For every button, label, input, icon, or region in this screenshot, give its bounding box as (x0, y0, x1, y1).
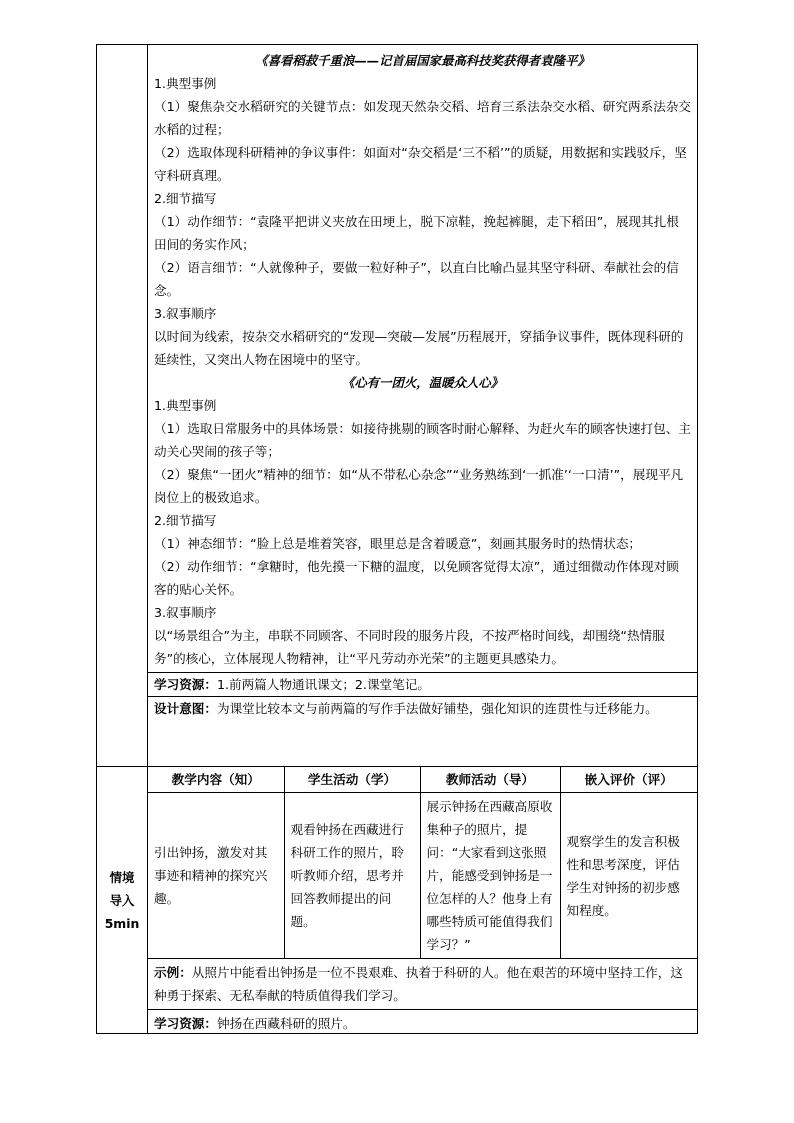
section1-line: 2.细节描写 (154, 191, 217, 206)
section1-line: （1）聚焦杂交水稻研究的关键节点：如发现天然杂交稻、培育三系法杂交水稻、研究两系法杂交水稻的过程； (154, 99, 691, 137)
cell-evaluation: 观察学生的发言积极性和思考深度，评估学生对钟扬的初步感知程度。 (560, 793, 697, 959)
design-intent-text: 为课堂比较本文与前两篇的写作手法做好铺垫，强化知识的连贯性与迁移能力。 (216, 701, 658, 716)
lesson-table (96, 44, 698, 1034)
header-teacher: 教师活动（导） (420, 767, 560, 793)
cell-teacher: 展示钟扬在西藏高原收集种子的照片，提问：“大家看到这张照片，能感受到钟扬是一位怎样的人？他身上有哪些特质可能值得我们学习？” (420, 793, 560, 959)
stage-column (97, 767, 148, 1033)
lower-block (97, 767, 697, 1033)
stage-label-line: 情境 (109, 869, 135, 885)
section2-line: 以“场景组合”为主，串联不同顾客、不同时段的服务片段，不按严格时间线，却围绕“热情服务”的核心，立体展现人物精神，让“平凡劳动亦光荣”的主题更具感染力。 (154, 628, 665, 666)
lower-content (148, 767, 697, 1033)
resources-row (148, 673, 697, 697)
lesson-plan-sheet (96, 44, 698, 1034)
example-row (148, 959, 697, 1010)
resources-text: 1.前两篇人物通讯课文；2.课堂笔记。 (216, 677, 430, 692)
activity-table (148, 767, 697, 1037)
section2-line: （2）动作细节：“拿糖时，他先摸一下糖的温度，以免顾客觉得太凉”，通过细微动作体现对顾客的贴心关怀。 (154, 559, 679, 597)
table-row (148, 793, 697, 959)
section1-line: （1）动作细节：“袁隆平把讲义夹放在田埂上，脱下凉鞋，挽起裤腿，走下稻田”，展现其扎根田间的务实作风； (154, 214, 679, 252)
design-intent-label: 设计意图： (154, 701, 217, 716)
example-cell (148, 959, 697, 1010)
section1-line: 以时间为线索，按杂交水稻研究的“发现—突破—发展”历程展开，穿插争议事件，既体现科研的延续性，又突出人物在困境中的坚守。 (154, 329, 684, 367)
section1-line: 1.典型事例 (154, 76, 217, 91)
resources2-row (148, 1010, 697, 1038)
cell-content: 引出钟扬，激发对其事迹和精神的探究兴趣。 (148, 793, 284, 959)
upper-content (148, 45, 697, 766)
header-evaluation: 嵌入评价（评） (560, 767, 697, 793)
upper-block (97, 45, 697, 767)
example-label: 示例： (154, 965, 192, 980)
design-intent-row (148, 697, 697, 720)
section1-line: （2）选取体现科研精神的争议事件：如面对“杂交稻是‘三不稻’”的质疑，用数据和实践驳斥，坚守科研真理。 (154, 145, 687, 183)
resources2-label: 学习资源： (154, 1016, 217, 1031)
stage-label-line: 导入 (109, 892, 135, 908)
stage-label (105, 866, 140, 935)
section1-line: 3.叙事顺序 (154, 306, 217, 321)
comparison-notes (148, 45, 697, 673)
header-student: 学生活动（学） (284, 767, 420, 793)
header-content: 教学内容（知） (148, 767, 284, 793)
table-header-row (148, 767, 697, 793)
section2-line: 2.细节描写 (154, 513, 217, 528)
resources-label: 学习资源： (154, 677, 217, 692)
section2-line: （2）聚焦“一团火”精神的细节：如“从不带私心杂念”“业务熟练到‘一抓准’‘一口清’”，展现平凡岗位上的极致追求。 (154, 467, 684, 505)
upper-left-column (97, 45, 148, 766)
section2-line: （1）选取日常服务中的具体场景：如接待挑剔的顾客时耐心解释、为赶火车的顾客快速打包、主动关心哭闹的孩子等； (154, 421, 691, 459)
section1-title: 《喜看稻菽千重浪——记首届国家最高科技奖获得者袁隆平》 (255, 53, 590, 68)
section2-line: 3.叙事顺序 (154, 605, 217, 620)
section2-line: 1.典型事例 (154, 398, 217, 413)
section2-line: （1）神态细节：“脸上总是堆着笑容，眼里总是含着暖意”，刻画其服务时的热情状态； (154, 536, 642, 551)
section1-line: （2）语言细节：“人就像种子，要做一粒好种子”，以直白比喻凸显其坚守科研、奉献社会的信念。 (154, 260, 679, 298)
resources2-cell (148, 1010, 697, 1038)
stage-duration: 5min (104, 915, 140, 931)
example-text: 从照片中能看出钟扬是一位不畏艰难、执着于科研的人。他在艰苦的环境中坚持工作，这种勇于探索、无私奉献的特质值得我们学习。 (154, 965, 683, 1003)
resources2-text: 钟扬在西藏科研的照片。 (216, 1016, 356, 1031)
cell-student: 观看钟扬在西藏进行科研工作的照片，聆听教师介绍，思考并回答教师提出的问题。 (284, 793, 420, 959)
section2-title: 《心有一团火，温暖众人心》 (341, 375, 504, 390)
